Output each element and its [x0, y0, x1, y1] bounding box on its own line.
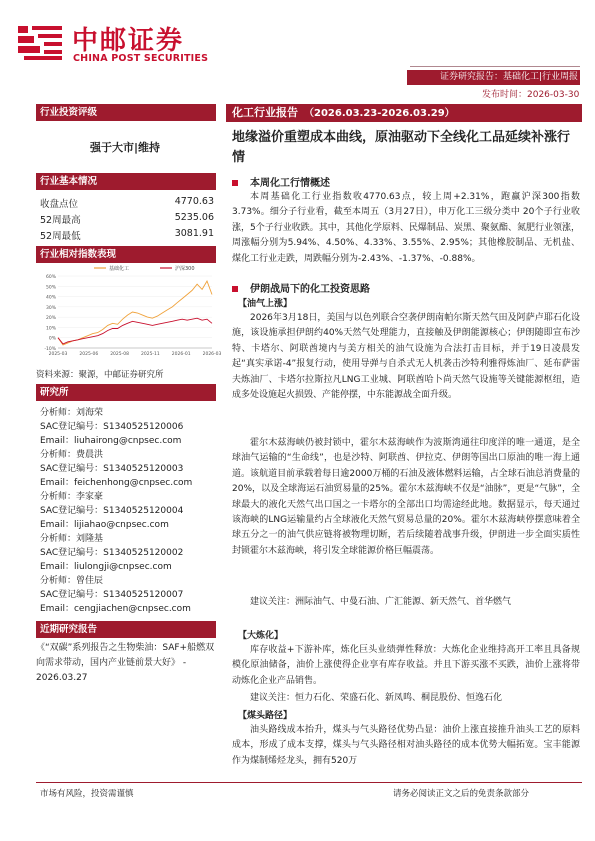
analyst-email[interactable]: Email：cengjiachen@cnpsec.com — [40, 604, 191, 614]
relative-performance-chart — [36, 262, 222, 364]
subsection-tag: 【油气上涨】 — [238, 299, 293, 309]
risk-notice: 市场有风险，投资需谨慎 — [40, 789, 134, 799]
y-tick-label: 20% — [45, 316, 56, 322]
analyst-line: SAC登记编号：S1340525120007 — [40, 590, 184, 600]
analyst-email[interactable]: Email：liulongji@cnpsec.com — [40, 562, 172, 572]
market-overview-paragraph: 本周基础化工行业指数收4770.63点，较上周+2.31%，跑赢沪深300指数3.73%。细分子行业看，截至本周五（3月27日），申万化工三级分类中 20个子行业收涨，5个子行业收跌。其中，其他化学原料、民爆制品、炭黑、聚氨酯、氮肥行业领涨，周涨幅分别为5.94%、4.50%、4.33%、3.55%、2.95%；其他橡胶制品、无机盐、煤化工行业走跌，周跌幅分别为-2.43%、-1.37%、-0.88%。 — [232, 192, 580, 264]
recent-report-link[interactable]: 《“双碳”系列报告之生物柴油：SAF+船燃双向需求带动，国内产业链前景大好》 - 2026.03.27 — [36, 643, 215, 683]
series-line — [58, 281, 212, 345]
publish-date: 发布时间：2026-03-30 — [482, 90, 580, 100]
x-tick-label: 2025-08 — [110, 352, 130, 357]
footer-divider — [36, 782, 582, 783]
analyst-line: 分析师：刘隆基 — [40, 534, 104, 544]
x-tick-label: 2025-11 — [140, 352, 160, 357]
relative-performance-section-head: 行业相对指数表现 — [36, 246, 216, 263]
analyst-line: SAC登记编号：S1340525120002 — [40, 548, 184, 558]
analyst-line: 分析师：曾佳辰 — [40, 576, 104, 586]
oil-paragraph: 2026年3月18日，美国与以色列联合空袭伊朗南帕尔斯天然气田及阿萨卢耶石化设施，该设施承担伊朗约40%天然气处理能力，直接触及伊朗能源核心；伊朗随即宣布沙特、卡塔尔、阿联酋境内与美方相关的油气设施为合法打击目标，并于19日凌晨发起“真实承诺-4”报复行动，使用导弹与自杀式无人机袭击沙特利雅得炼油厂、延布萨雷夫炼油厂、卡塔尔拉斯拉凡LNG工业城、阿联酋哈卜尚天然气设施等关键能源枢纽，造成多处设施起火损毁、产能停摆，中东能源战全面升级。 — [232, 313, 580, 401]
report-band-title: 化工行业报告 — [232, 106, 298, 119]
x-tick-label: 2026-01 — [171, 352, 191, 357]
y-tick-label: 10% — [45, 326, 56, 332]
subsection-tag: 【煤头路径】 — [238, 711, 293, 721]
basic-label: 52周最低 — [40, 231, 81, 242]
oil-suggestion: 建议关注：洲际油气、中曼石油、广汇能源、新天然气、首华燃气 — [250, 597, 512, 607]
section-heading: 本周化工行情概述 — [232, 174, 330, 189]
basic-info-section-head: 行业基本情况 — [36, 173, 216, 190]
y-tick-label: 30% — [45, 305, 56, 311]
legend-label: 沪深300 — [175, 266, 195, 272]
basic-label: 收盘点位 — [40, 199, 79, 210]
x-tick-label: 2026-03 — [202, 352, 222, 357]
basic-value: 4770.63 — [174, 196, 214, 207]
y-tick-label: 40% — [45, 295, 56, 301]
report-type-banner: 证券研究报告：基础化工|行业周报 — [407, 70, 580, 85]
china-post-logo-icon — [18, 22, 62, 66]
x-tick-label: 2025-06 — [79, 352, 99, 357]
brand-name-cn: 中邮证券 — [72, 26, 185, 56]
report-band — [226, 104, 582, 122]
basic-value: 3081.91 — [174, 228, 214, 239]
basic-value: 5235.06 — [174, 212, 214, 223]
section-heading: 伊朗战局下的化工投资思路 — [232, 280, 370, 295]
report-date-range: （2026.03.23-2026.03.29） — [304, 108, 455, 119]
legend-label: 基础化工 — [109, 266, 130, 272]
subsection-tag: 【大炼化】 — [238, 631, 284, 641]
analyst-line: 分析师：李家豪 — [40, 492, 104, 502]
y-tick-label: 50% — [45, 285, 56, 291]
analyst-line: SAC登记编号：S1340525120003 — [40, 464, 184, 474]
y-tick-label: -10% — [44, 347, 56, 352]
y-tick-label: 60% — [45, 275, 56, 280]
industry-rating: 强于大市|维持 — [90, 141, 161, 154]
brand-name-en: CHINA POST SECURITIES — [73, 53, 209, 64]
y-tick-label: 0% — [48, 336, 56, 342]
x-tick-label: 2025-03 — [48, 352, 68, 357]
analyst-line: SAC登记编号：S1340525120006 — [40, 422, 184, 432]
chart-source: 资料来源：聚源，中邮证券研究所 — [36, 370, 164, 380]
refining-suggestion: 建议关注：恒力石化、荣盛石化、新凤鸣、桐昆股份、恒逸石化 — [250, 693, 503, 703]
analyst-line: 分析师：刘海荣 — [40, 408, 104, 418]
disclaimer-notice: 请务必阅读正文之后的免责条款部分 — [393, 789, 530, 799]
series-line — [58, 318, 212, 344]
research-section-head: 研究所 — [36, 384, 216, 401]
analyst-email[interactable]: Email：liuhairong@cnpsec.com — [40, 436, 182, 446]
analyst-email[interactable]: Email：lijiahao@cnpsec.com — [40, 520, 169, 530]
header-divider — [410, 66, 580, 67]
rating-section-head: 行业投资评级 — [36, 104, 216, 121]
recent-reports-section-head: 近期研究报告 — [36, 621, 216, 638]
report-title: 地缘溢价重塑成本曲线，原油驱动下全线化工品延续补涨行情 — [232, 130, 571, 165]
analyst-line: 分析师：费晨洪 — [40, 450, 104, 460]
analyst-email[interactable]: Email：feichenhong@cnpsec.com — [40, 478, 193, 488]
basic-label: 52周最高 — [40, 215, 81, 226]
refining-paragraph: 库存收益+下游补库，炼化巨头业绩弹性释放：大炼化企业维持高开工率且具备规模化原油储备，油价上涨使得企业享有库存收益。并且下游买涨不买跌，油价上涨将带动炼化企业产品销售。 — [232, 645, 580, 686]
hormuz-paragraph: 霍尔木兹海峡仍被封锁中，霍尔木兹海峡作为波斯湾通往印度洋的唯一通道，是全球油气运输的“生命线”，也是沙特、阿联酋、伊拉克、伊朗等国出口原油的唯一海上通道。该航道目前承载着每日逾2000万桶的石油及液体燃料运输，占全球石油总消费量的20%，以及全球海运石油贸易量的25%。霍尔木兹海峡不仅是“油脉”，更是“气脉”，全球最大的液化天然气出口国之一卡塔尔的全部出口均需途经此地。数据显示，每天通过该海峡的LNG运输量约占全球液化天然气贸易总量的20%。霍尔木兹海峡停摆意味着全球五分之一的油气供应链将被物理切断，若后续随着战事升级，伊朗进一步全面实质性封锁霍尔木兹海峡，将引发全球能源价格巨幅震荡。 — [232, 438, 580, 556]
coal-paragraph: 油头路线成本抬升，煤头与气头路径优势凸显：油价上涨直接推升油头工艺的原料成本，形成了成本支撑，煤头与气头路径相对油头路径的成本优势大幅拓宽。宝丰能源作为煤制烯烃龙头，拥有520万 — [232, 725, 580, 766]
bullet-icon — [232, 286, 238, 292]
analyst-line: SAC登记编号：S1340525120004 — [40, 506, 184, 516]
bullet-icon — [232, 180, 238, 186]
